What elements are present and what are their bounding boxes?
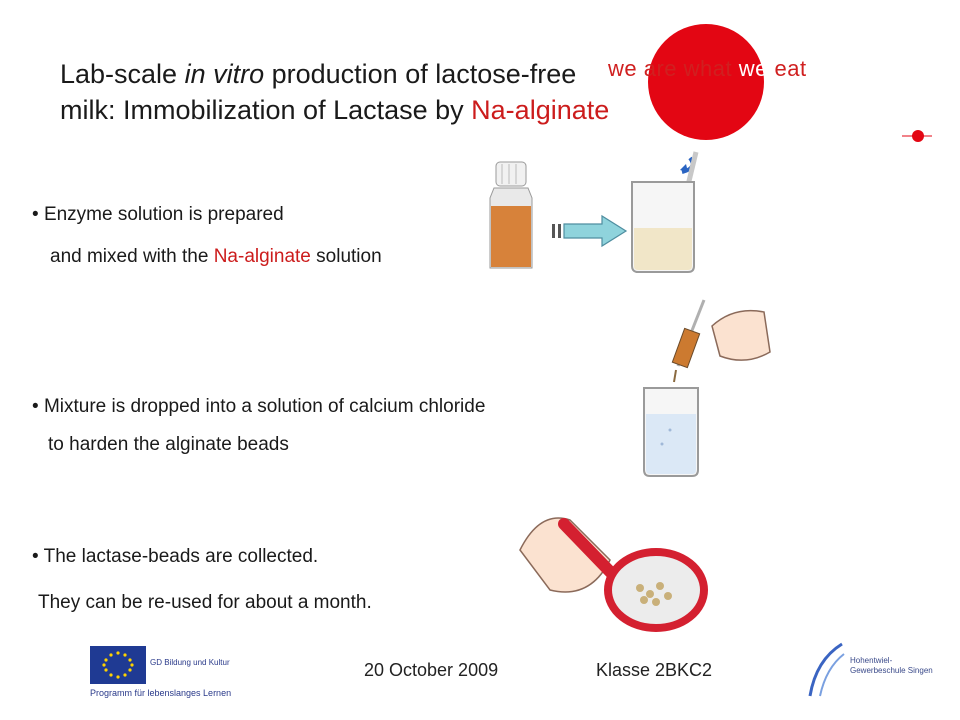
step1-line1: • Enzyme solution is prepared [32,204,284,225]
school-line1: Hohentwiel- [850,656,893,665]
school-wave-icon [806,640,846,700]
step3-line1: • The lactase-beads are collected. [32,546,319,567]
arrow-right-icon [550,212,630,257]
slide-title: Lab-scale in vitro production of lactose-free milk: Immobilization of Lactase by Na-alginate [60,59,610,125]
enzyme-bottle-icon [482,158,544,278]
eu-text-2: Programm für lebenslanges Lernen [90,688,232,698]
school-line2: Gewerbeschule Singen [850,666,933,675]
calcium-chloride-beaker-icon [638,384,704,485]
step2-line1: • Mixture is dropped into a solution of calcium chloride [32,396,486,417]
eu-program-logo [86,644,246,704]
beaker-mixing-icon [626,148,706,279]
logo-tagline: we are what we eat [608,56,807,81]
small-logo-icon [900,128,934,149]
eu-flag-icon [90,646,146,684]
step1-line2: and mixed with the Na-alginate solution [50,246,382,267]
step3-line2: They can be re-used for about a month. [38,592,372,613]
syringe-hand-icon [664,296,774,391]
school-logo [806,640,946,700]
footer-class-label: Klasse 2BKC2 [596,660,713,680]
logo [600,20,820,140]
step2-line2: to harden the alginate beads [48,434,289,455]
footer-date: 20 October 2009 [364,660,499,680]
eu-text-1: GD Bildung und Kultur [150,658,230,667]
strainer-beads-icon [510,490,710,645]
